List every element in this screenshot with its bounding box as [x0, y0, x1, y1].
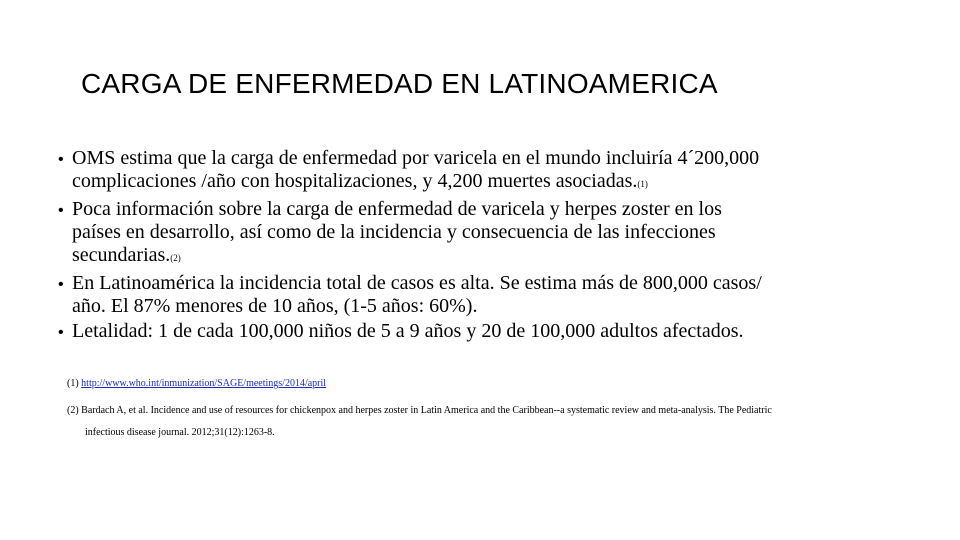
bullet-item [58, 320, 918, 343]
references [67, 378, 772, 438]
bullet-line: OMS estima que la carga de enfermedad por varicela en el mundo incluiría 4´200,000 [72, 147, 760, 169]
bullet-dot-icon: • [58, 324, 64, 341]
bullet-item [58, 147, 918, 196]
reference-2: (2) Bardach A, et al. Incidence and use of resources for chickenpox and herpes zoster in Latin America and the Caribbean--a systematic review and meta-analysis. The Pediatric [67, 405, 772, 416]
bullet-line: secundarias.(2) [72, 244, 181, 266]
bullet-item [58, 272, 918, 318]
bullet-dot-icon: • [58, 276, 64, 293]
reference-link[interactable]: http://www.who.int/inmunization/SAGE/meetings/2014/april [81, 378, 327, 389]
bullet-line: complicaciones /año con hospitalizaciones, y 4,200 muertes asociadas.(1) [72, 170, 648, 192]
ref-marker: (1) [637, 179, 648, 189]
bullet-line: Poca información sobre la carga de enfermedad de varicela y herpes zoster en los [72, 198, 722, 220]
bullet-line: países en desarrollo, así como de la incidencia y consecuencia de las infecciones [72, 221, 716, 243]
bullet-line: año. El 87% menores de 10 años, (1-5 años: 60%). [72, 295, 478, 317]
reference-2-continued: infectious disease journal. 2012;31(12):1263-8. [85, 427, 275, 438]
slide-title: CARGA DE ENFERMEDAD EN LATINOAMERICA [81, 68, 718, 99]
bullet-line: En Latinoamérica la incidencia total de casos es alta. Se estima más de 800,000 casos/ [72, 272, 762, 294]
bullet-dot-icon: • [58, 202, 64, 219]
bullet-dot-icon: • [58, 151, 64, 168]
bullet-line: Letalidad: 1 de cada 100,000 niños de 5 a 9 años y 20 de 100,000 adultos afectados. [72, 320, 744, 342]
bullet-list [58, 147, 918, 345]
reference-1: (1) http://www.who.int/inmunization/SAGE/meetings/2014/april [67, 378, 327, 389]
ref-marker: (2) [170, 253, 181, 263]
bullet-item [58, 198, 918, 270]
